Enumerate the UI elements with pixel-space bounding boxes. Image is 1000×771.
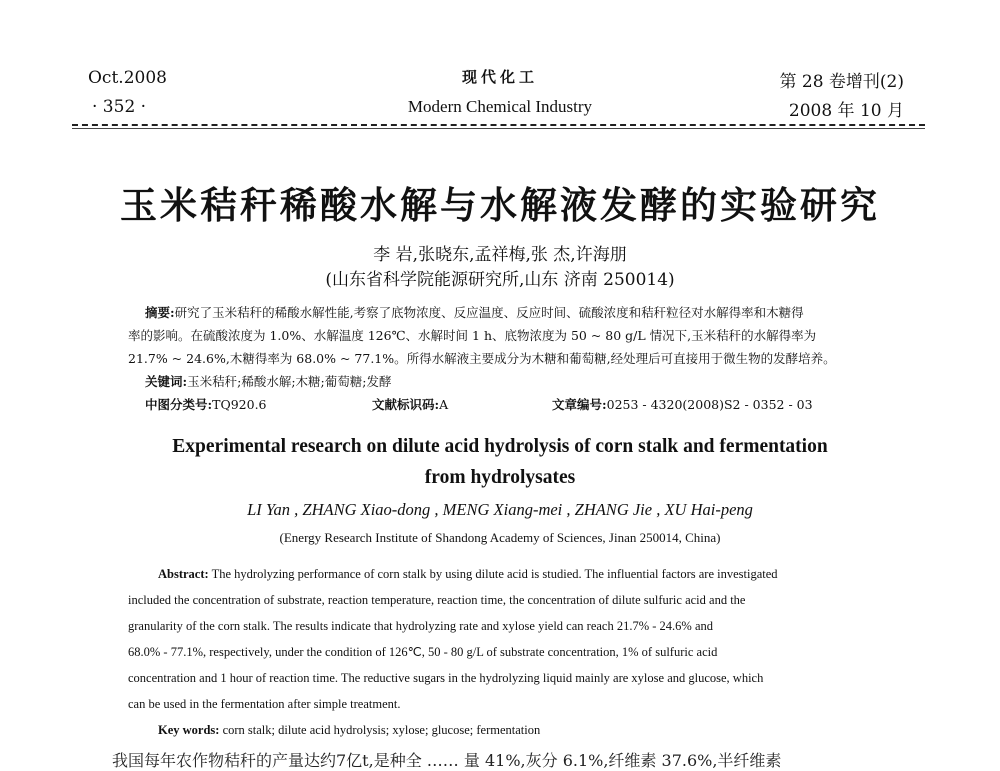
- header-journal-en: Modern Chemical Industry: [407, 97, 593, 116]
- keywords-en-label: Key words:: [158, 723, 220, 737]
- header-divider-dashed: [72, 124, 925, 126]
- body-text-fragment: 我国每年农作物秸秆的产量达约7亿t,是种全 …… 量 41%,灰分 6.1%,纤维素 37.6%,半纤维素: [112, 751, 782, 770]
- header-page-number: · 352 ·: [92, 97, 147, 117]
- keywords-cn-text: 玉米秸秆;稀酸水解;木糖;葡萄糖;发酵: [187, 374, 392, 389]
- affiliation-cn: (山东省科学院能源研究所,山东 济南 250014): [325, 270, 675, 290]
- abstract-en-label: Abstract:: [158, 567, 209, 581]
- abstract-en-line6: can be used in the fermentation after simple treatment.: [128, 697, 401, 711]
- affiliation-en: (Energy Research Institute of Shandong Academy of Sciences, Jinan 250014, China): [279, 530, 721, 545]
- keywords-cn: [145, 372, 391, 392]
- abstract-cn-line1: [145, 303, 804, 323]
- doc-code-label: 文献标识码:: [372, 397, 440, 412]
- abstract-cn-line2: 率的影响。在硫酸浓度为 1.0%、水解温度 126℃、水解时间 1 h、底物浓度为 50 ~ 80 g/L 情况下,玉米秸秆的水解得率为: [128, 328, 817, 343]
- header-divider-solid: [72, 128, 925, 129]
- authors-en: LI Yan , ZHANG Xiao-dong , MENG Xiang-mei , ZHANG Jie , XU Hai-peng: [247, 500, 753, 519]
- clc-label: 中图分类号:: [145, 397, 213, 412]
- doc-code-value: A: [439, 397, 449, 412]
- abstract-en-text-1: The hydrolyzing performance of corn stalk by using dilute acid is studied. The influential factors are investigated: [211, 567, 778, 581]
- article-no-value: 0253 - 4320(2008)S2 - 0352 - 03: [606, 397, 813, 412]
- clc-value: TQ920.6: [212, 397, 267, 412]
- keywords-en: [158, 717, 540, 743]
- article-number: [552, 395, 813, 415]
- abstract-en-line2: included the concentration of substrate, reaction temperature, reaction time, the concentration of dilute sulfuric acid and the: [128, 593, 746, 607]
- article-title-cn: 玉米秸秆稀酸水解与水解液发酵的实验研究: [120, 184, 880, 227]
- header-date-cn: 2008 年 10 月: [788, 101, 904, 121]
- abstract-en-line3: granularity of the corn stalk. The results indicate that hydrolyzing rate and xylose yield can reach 21.7% - 24.6% and: [128, 619, 713, 633]
- abstract-en-line4: 68.0% - 77.1%, respectively, under the condition of 126℃, 50 - 80 g/L of substrate concentration, 1% of sulfuric acid: [128, 645, 718, 659]
- clc-number: [145, 395, 267, 415]
- document-code: [372, 395, 448, 415]
- header-volume-cn: 第 28 卷增刊(2): [779, 72, 904, 92]
- article-no-label: 文章编号:: [552, 397, 607, 412]
- article-title-en-line1: Experimental research on dilute acid hydrolysis of corn stalk and fermentation: [172, 436, 828, 457]
- abstract-cn-line3: 21.7% ~ 24.6%,木糖得率为 68.0% ~ 77.1%。所得水解液主要成分为木糖和葡萄糖,经处理后可直接用于微生物的发酵培养。: [128, 351, 836, 366]
- keywords-en-text: corn stalk; dilute acid hydrolysis; xylose; glucose; fermentation: [222, 723, 541, 737]
- article-title-en-line2: from hydrolysates: [424, 467, 576, 488]
- keywords-cn-label: 关键词:: [145, 374, 188, 389]
- abstract-en-line1: [158, 561, 778, 587]
- abstract-cn-text-1: 研究了玉米秸秆的稀酸水解性能,考察了底物浓度、反应温度、反应时间、硫酸浓度和秸秆粒径对水解得率和木糖得: [174, 305, 804, 320]
- header-journal-cn: 现代化工: [461, 68, 538, 86]
- authors-cn: 李 岩,张晓东,孟祥梅,张 杰,许海朋: [373, 245, 627, 265]
- abstract-cn-label: 摘要:: [145, 305, 175, 320]
- abstract-en-line5: concentration and 1 hour of reaction time. The reductive sugars in the hydrolyzing liquid mainly are xylose and glucose, which: [128, 671, 764, 685]
- header-date-en: Oct.2008: [88, 68, 167, 88]
